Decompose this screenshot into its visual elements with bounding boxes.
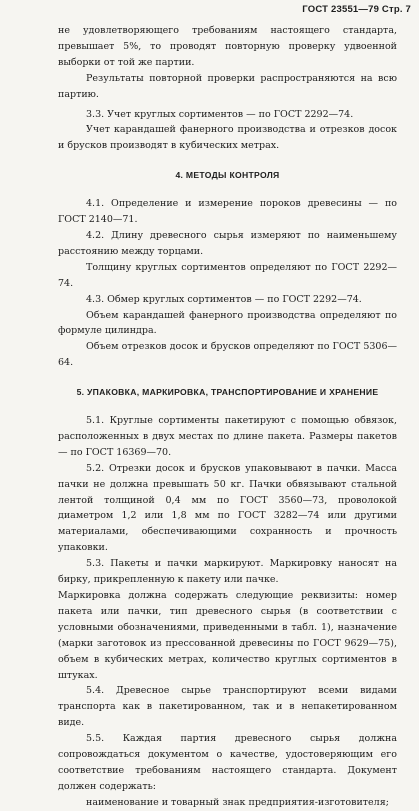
section-heading-5: 5. УПАКОВКА, МАРКИРОВКА, ТРАНСПОРТИРОВАНИЕ И ХРАНЕНИЕ [76, 387, 379, 398]
paragraph: Толщину круглых сортиментов определяют по ГОСТ 2292—74. [58, 261, 397, 289]
paragraph: Маркировка должна содержать следующие реквизиты: номер пакета или пачки, тип древесного сырья (в соответствии с условными обозначениями, приведенными в табл. 1), назначение (марки заготовок из прессованной древесины по ГОСТ 9629—75), объем в кубических метрах, количество круглых сортиментов в штуках. [58, 590, 397, 681]
paragraph: не удовлетворяющего требованиям настоящего стандарта, превышает 5%, то проводят повторную проверку удвоенной выборки от той же партии. [58, 25, 397, 68]
paragraph: 5.4. Древесное сырье транспортируют всеми видами транспорта как в пакетированном, так и в непакетированном виде. [58, 685, 397, 729]
page-header: ГОСТ 23551—79 Стр. 7 [302, 4, 411, 15]
paragraph: Учет карандашей фанерного производства и отрезков досок и брусков производят в кубических метрах. [58, 124, 397, 152]
paragraph: Объем отрезков досок и брусков определяют по ГОСТ 5306—64. [58, 341, 397, 369]
paragraph: 4.3. Обмер круглых сортиментов — по ГОСТ 2292—74. [86, 293, 362, 305]
paragraph: наименование и товарный знак предприятия-изготовителя; [86, 796, 389, 808]
paragraph: 5.5. Каждая партия древесного сырья должна сопровождаться документом о качестве, удостоверяющим его соответствие требованиям настоящего стандарта. Документ должен содержать: [58, 733, 397, 792]
paragraph: 3.3. Учет круглых сортиментов — по ГОСТ 2292—74. [86, 108, 354, 120]
paragraph: 5.3. Пакеты и пачки маркируют. Маркировку наносят на бирку, прикрепленную к пакету или пачке. [58, 558, 397, 586]
page-body [58, 23, 397, 811]
paragraph: Объем карандашей фанерного производства определяют по формуле цилиндра. [58, 309, 397, 337]
paragraph: 4.1. Определение и измерение пороков древесины — по ГОСТ 2140—71. [58, 198, 397, 226]
paragraph: 5.1. Круглые сортименты пакетируют с помощью обвязок, расположенных в двух местах по длине пакета. Размеры пакетов — по ГОСТ 16369—70. [58, 415, 397, 458]
paragraph: 4.2. Длину древесного сырья измеряют по наименьшему расстоянию между торцами. [58, 229, 397, 257]
paragraph: 5.2. Отрезки досок и брусков упаковывают в пачки. Масса пачки не должна превышать 50 кг. Пачки обвязывают стальной лентой толщиной 0,4 мм по ГОСТ 3560—73, проволокой диаметром 1,2 или 1,8 мм по ГОСТ 3282—74 или другими материалами, обеспечивающими сохранность и прочность упаковки. [58, 462, 397, 554]
paragraph: Результаты повторной проверки распространяются на всю партию. [58, 72, 397, 100]
section-heading-4: 4. МЕТОДЫ КОНТРОЛЯ [175, 170, 280, 181]
